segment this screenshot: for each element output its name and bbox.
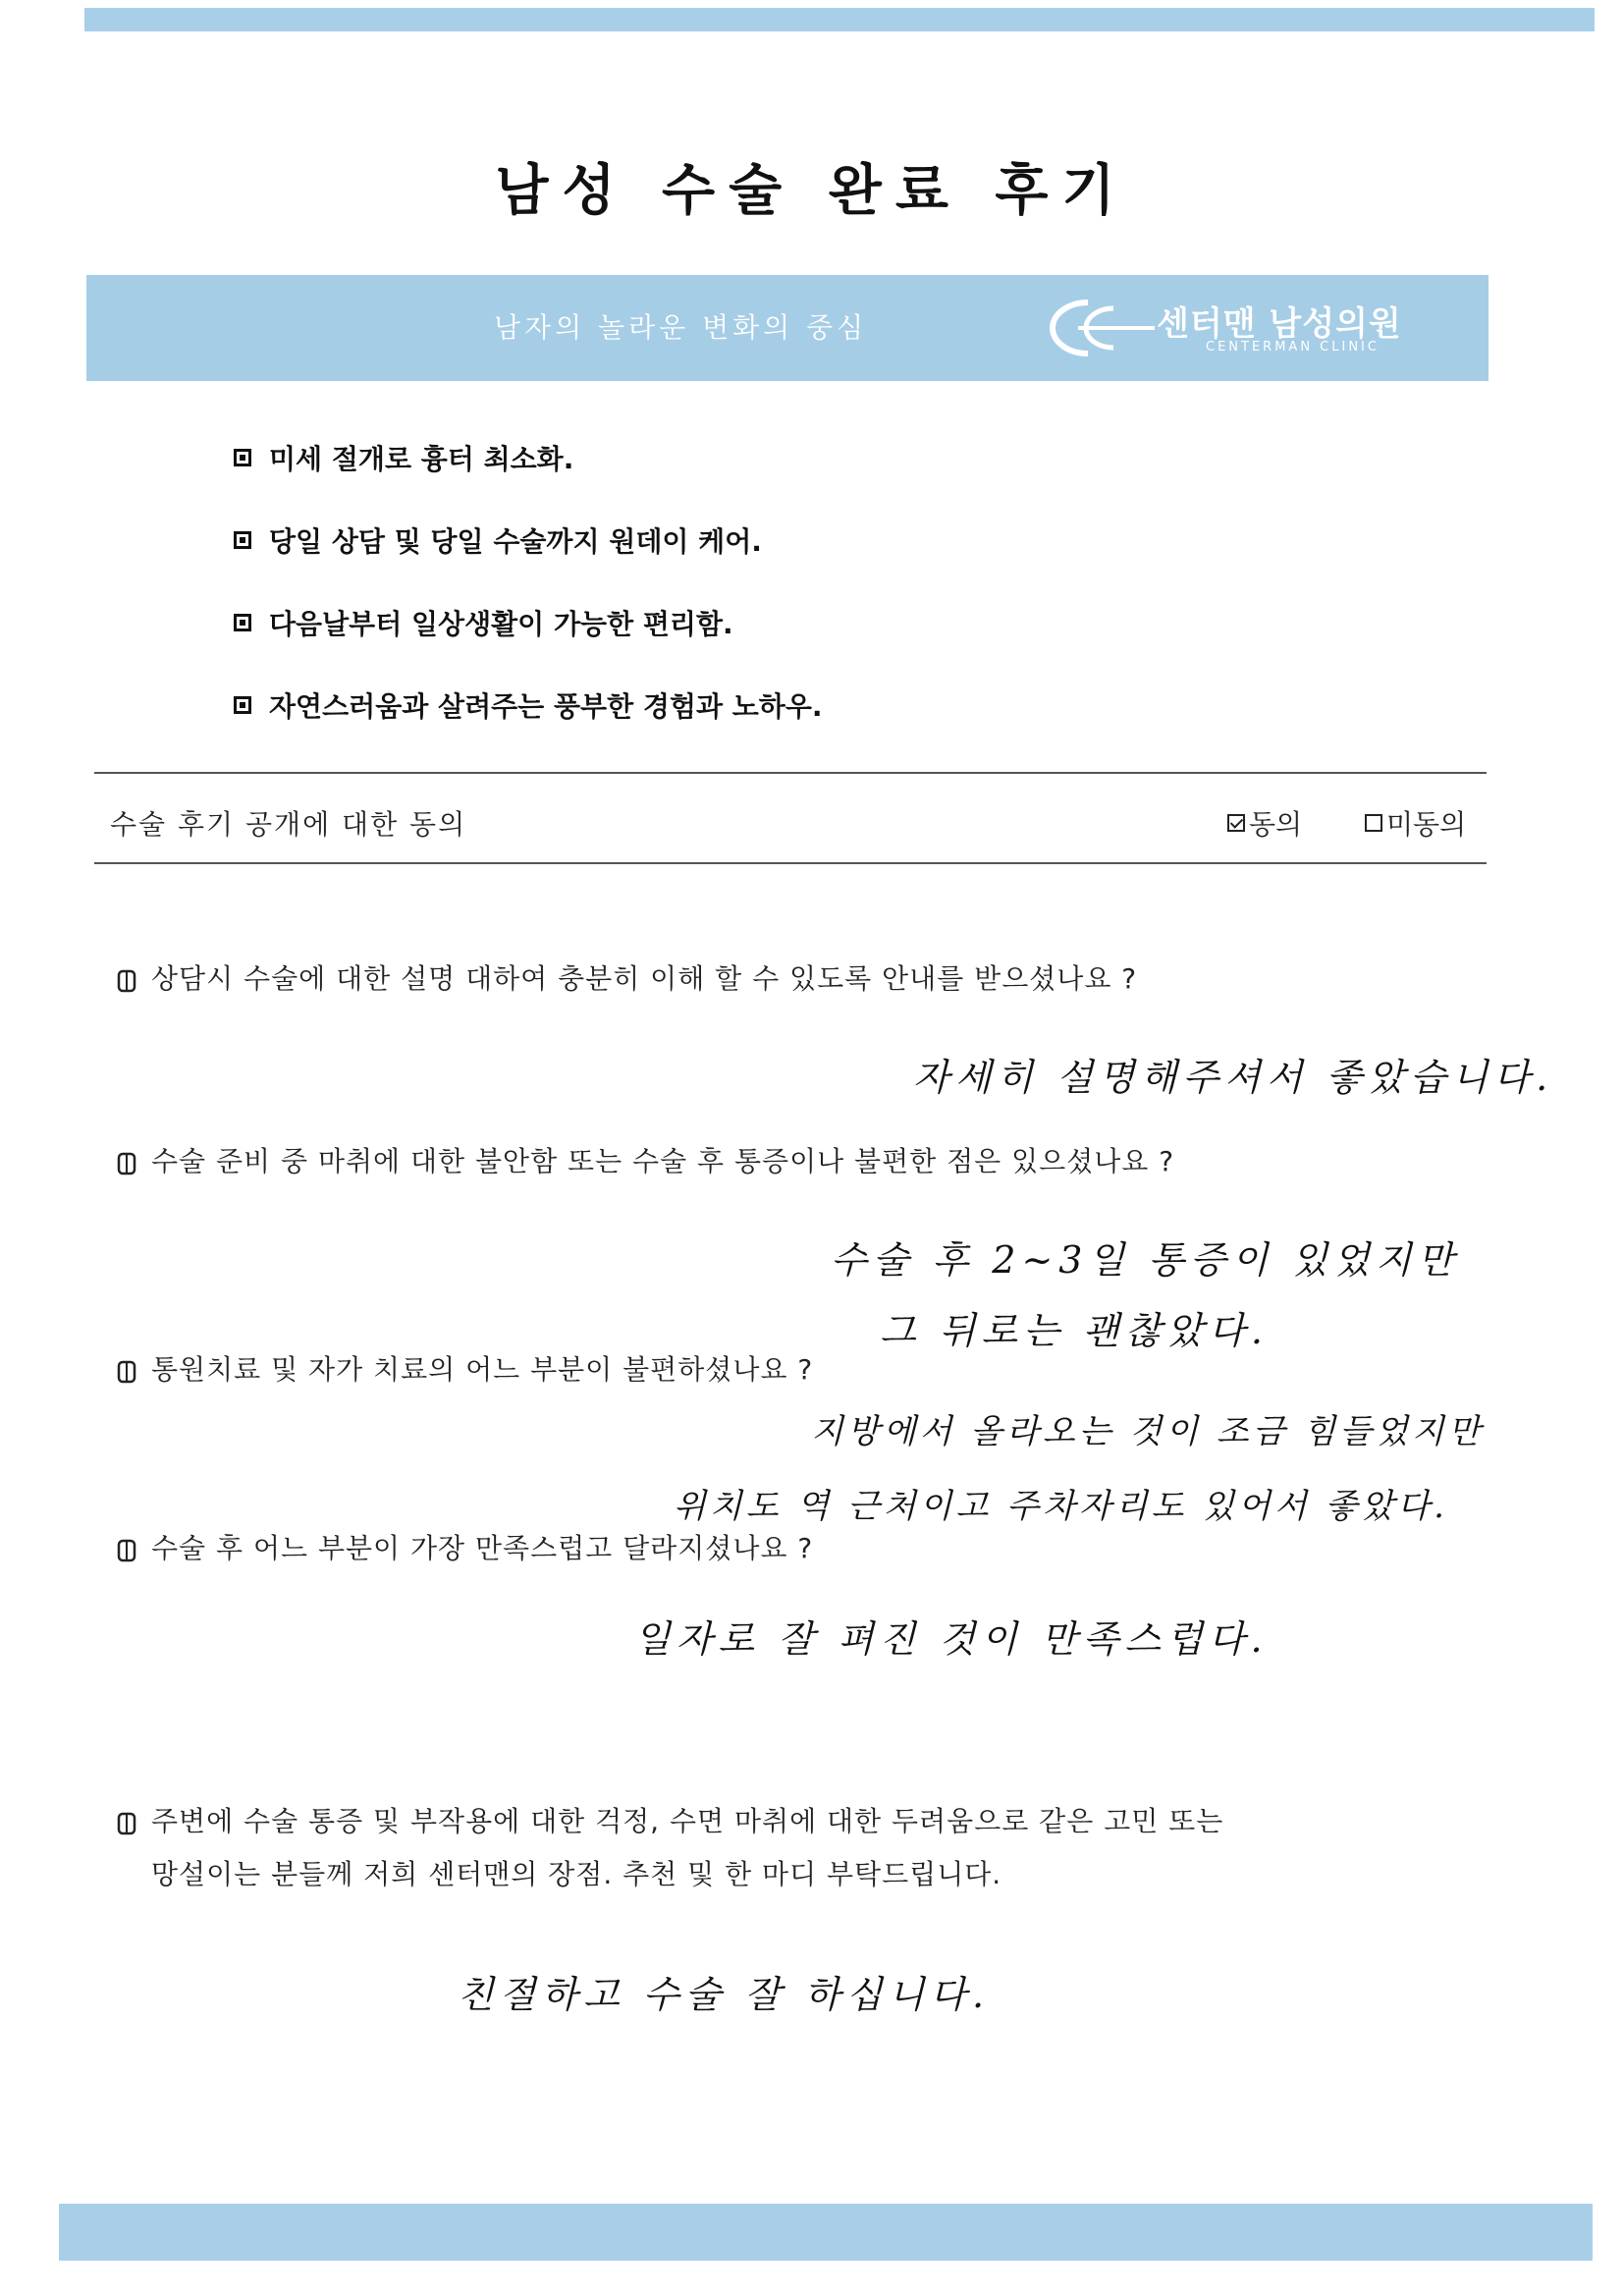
document-icon — [116, 1538, 137, 1563]
feature-text: 미세 절개로 흉터 최소화. — [269, 443, 574, 475]
clinic-logo-icon — [1019, 295, 1157, 361]
bottom-color-band — [59, 2204, 1593, 2261]
feature-text: 당일 상담 및 당일 수술까지 원데이 케어. — [269, 525, 762, 558]
document-icon — [116, 1151, 137, 1176]
handwritten-answer: 수술 후 2~3일 통증이 있었지만 — [831, 1238, 1460, 1282]
square-bullet-icon — [234, 614, 251, 631]
feature-text: 자연스러움과 살려주는 풍부한 경험과 노하우. — [269, 690, 823, 723]
square-bullet-icon — [234, 696, 251, 714]
question-text: 수술 후 어느 부분이 가장 만족스럽고 달라지셨나요 ? — [151, 1532, 814, 1564]
consent-agree-option[interactable] — [1227, 803, 1302, 843]
clinic-name: 센터맨 남성의원 — [1157, 304, 1402, 344]
square-bullet-icon — [234, 531, 251, 549]
clinic-name-en: CENTERMAN CLINIC — [1206, 340, 1380, 355]
top-color-band — [84, 8, 1595, 31]
question-4 — [116, 1534, 813, 1575]
feature-text: 다음날부터 일상생활이 가능한 편리함. — [269, 608, 733, 640]
handwritten-answer: 친절하고 수술 잘 하십니다. — [458, 1973, 991, 2016]
document-icon — [116, 1811, 137, 1836]
question-text — [151, 1795, 1223, 1901]
handwritten-answer: 일자로 잘 펴진 것이 만족스럽다. — [634, 1617, 1269, 1661]
consent-label: 수술 후기 공개에 대한 동의 — [110, 808, 467, 841]
feature-item — [234, 603, 733, 642]
consent-disagree-option[interactable] — [1365, 803, 1466, 843]
disagree-label: 미동의 — [1386, 808, 1467, 841]
question-text: 통원치료 및 자가 치료의 어느 부분이 불편하셨나요 ? — [151, 1353, 814, 1386]
handwritten-answer: 지방에서 올라오는 것이 조금 힘들었지만 — [811, 1412, 1485, 1451]
handwritten-answer: 그 뒤로는 괜찮았다. — [880, 1309, 1269, 1352]
divider-bottom — [94, 862, 1487, 864]
square-bullet-icon — [234, 449, 251, 466]
feature-item — [234, 438, 573, 477]
question-1 — [116, 964, 1137, 1006]
document-icon — [116, 1359, 137, 1385]
empty-checkbox-icon[interactable] — [1365, 814, 1382, 832]
question-line: 망설이는 분들께 저희 센터맨의 장점. 추천 및 한 마디 부탁드립니다. — [151, 1858, 1002, 1890]
handwritten-answer: 자세히 설명해주셔서 좋았습니다. — [913, 1056, 1554, 1099]
question-line: 주변에 수술 통증 및 부작용에 대한 걱정, 수면 마취에 대한 두려움으로 같은 고민 또는 — [151, 1805, 1224, 1837]
page-title: 남성 수술 완료 후기 — [495, 159, 1129, 223]
feature-item — [234, 520, 762, 560]
banner-slogan: 남자의 놀라운 변화의 중심 — [494, 311, 868, 344]
agree-label: 동의 — [1249, 808, 1303, 841]
question-3 — [116, 1355, 813, 1396]
checked-checkbox-icon[interactable] — [1227, 814, 1245, 832]
handwritten-answer: 위치도 역 근처이고 주차자리도 있어서 좋았다. — [674, 1487, 1448, 1526]
feature-item — [234, 685, 823, 725]
question-text: 상담시 수술에 대한 설명 대하여 충분히 이해 할 수 있도록 안내를 받으셨나요 ? — [151, 962, 1138, 995]
clinic-banner — [86, 275, 1489, 381]
question-2 — [116, 1147, 1174, 1188]
question-5 — [116, 1807, 1223, 1901]
document-icon — [116, 968, 137, 994]
question-text: 수술 준비 중 마취에 대한 불안함 또는 수술 후 통증이나 불편한 점은 있으셨나요 ? — [151, 1145, 1175, 1177]
divider-top — [94, 772, 1487, 774]
